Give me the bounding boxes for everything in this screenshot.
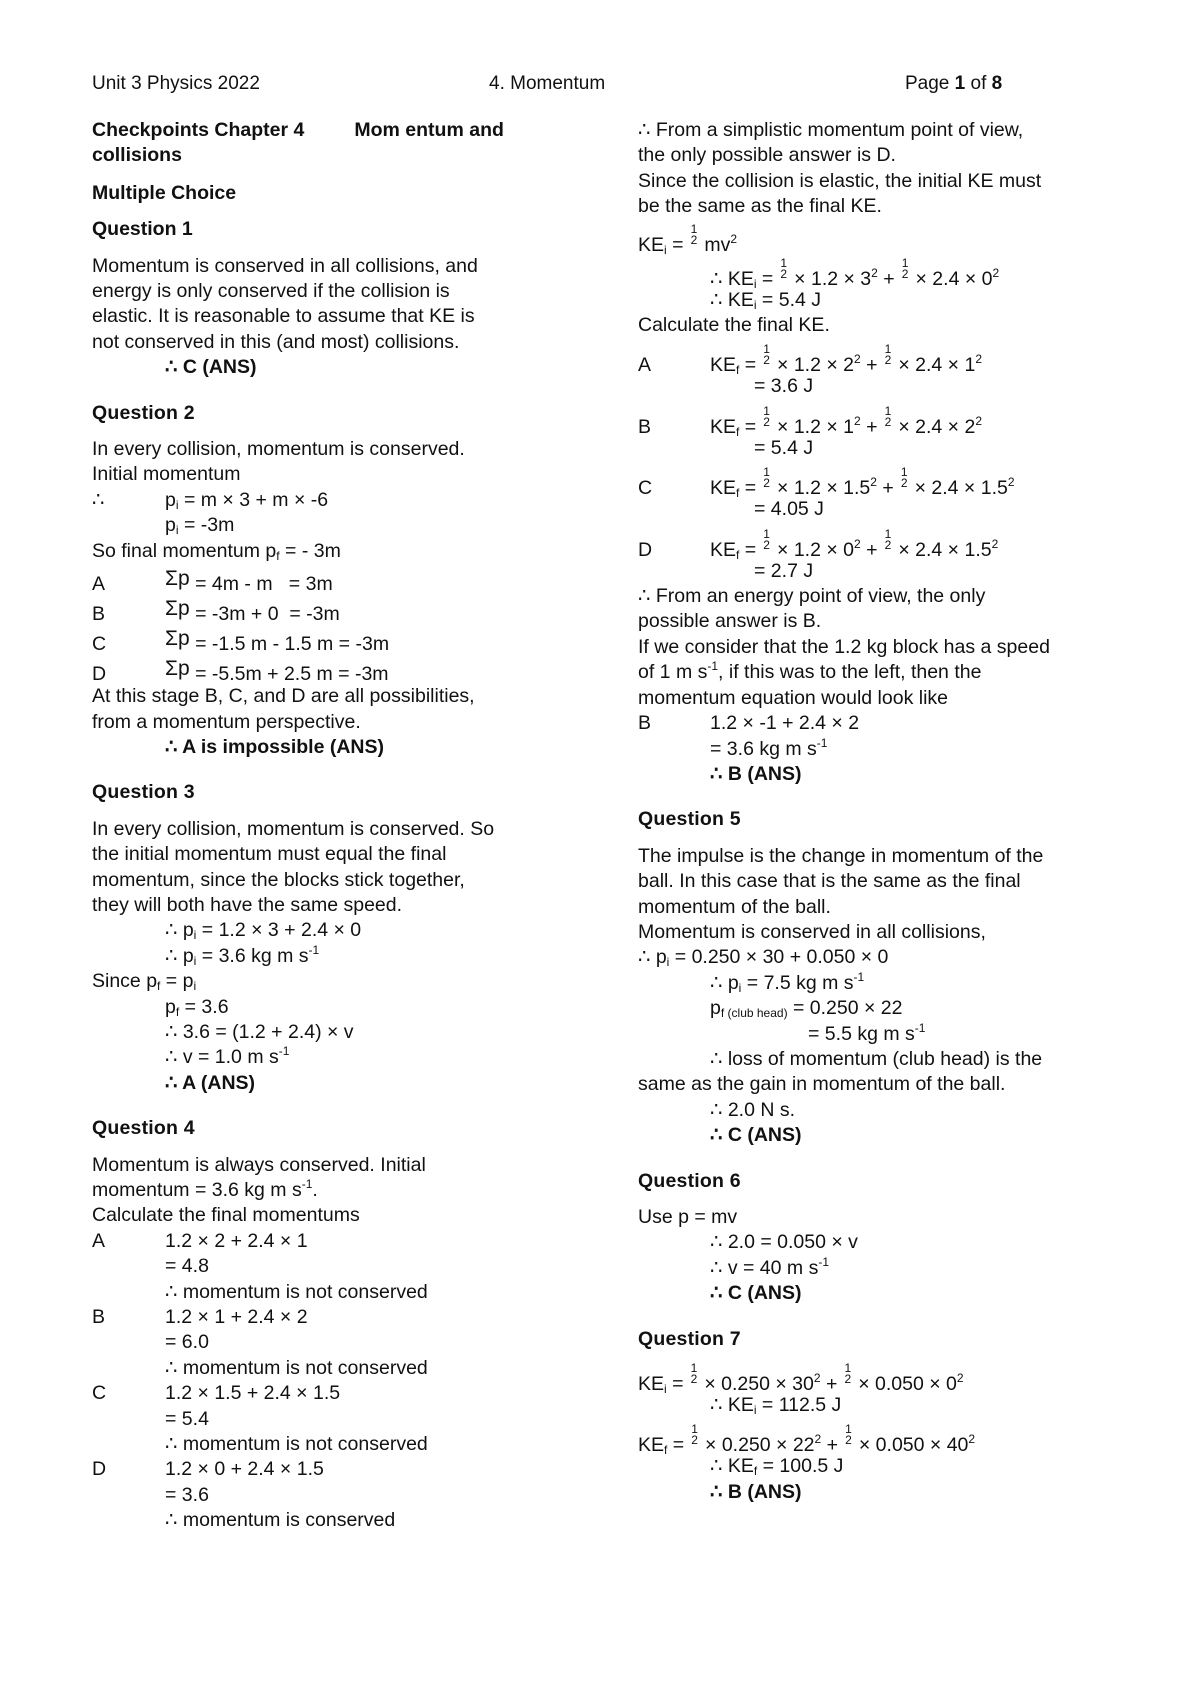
q5-text: momentum of the ball. <box>638 895 831 918</box>
q4-option-d: D 1.2 × 0 + 2.4 × 1.5 <box>92 1458 324 1481</box>
page-prefix: Page <box>905 73 955 94</box>
q2-initial-momentum: ∴ $p_i = m \times 3 + m \times -6$ <box>92 488 329 512</box>
q2-text: from a momentum perspective. <box>92 710 361 733</box>
q2-text: At this stage B, C, and D are all possibilities, <box>92 685 475 708</box>
ke-option-c: C $KE_f$ = 1 2 × $1.2 \times 1.5^2$ + 1 2 × $2.4 \times 1.5^2$ <box>638 465 1015 501</box>
q4-text: Momentum is always conserved. Initial <box>92 1153 426 1176</box>
ke-option-b: B $KE_f$ = 1 2 × $1.2 \times 1^2$ + 1 2 × $2.4 \times 2^2$ <box>638 403 983 439</box>
q4-cont-text: possible answer is B. <box>638 610 822 633</box>
left-column <box>92 118 562 1534</box>
q3-since: Since $p_f = p_i$ <box>92 970 197 994</box>
q3-calc: ∴ $p_i = 3.6$ kg m $s^{-1}$ <box>165 942 320 968</box>
ke-initial-result: ∴ $KE_i = 5.4$ J <box>710 288 822 312</box>
q7-ke-initial-result: ∴ $KE_i = 112.5$ J <box>710 1394 842 1418</box>
ke-initial-calc: ∴ $KE_i$ = 1 2 × $1.2 \times 3^2$ + 1 2 × $2.4 \times 0^2$ <box>710 255 1000 291</box>
q3-calc: ∴ 3.6 = (1.2 + 2.4) × v <box>165 1020 354 1043</box>
q4-cont-text: momentum equation would look like <box>638 686 949 709</box>
q4-cont-text: of 1 m $s^{-1}$, if this was to the left, then the <box>638 659 982 684</box>
q1-heading: Question 1 <box>92 218 193 241</box>
q5-calc: = 5.5 kg m $s^{-1}$ <box>808 1020 926 1045</box>
doc-title: Checkpoints Chapter 4 Mom entum and <box>92 119 504 141</box>
ke-option-d: D $KE_f$ = 1 2 × $1.2 \times 0^2$ + 1 2 × $2.4 \times 1.5^2$ <box>638 526 999 562</box>
q4-answer: ∴ B (ANS) <box>710 762 802 785</box>
q5-calc: ∴ loss of momentum (club head) is the <box>710 1047 1043 1070</box>
q2-option-d: D Σp = -5.5m + 2.5 m = -3m <box>92 657 389 686</box>
header-page-number <box>905 73 1002 95</box>
q4-momentum-b: B 1.2 × -1 + 2.4 × 2 <box>638 712 860 735</box>
ke-option-b-result: = 5.4 J <box>754 436 814 459</box>
q4-cont-text: Since the collision is elastic, the initial KE must <box>638 169 1042 192</box>
q4-cont-text: ∴ From a simplistic momentum point of view, <box>638 119 1024 141</box>
page-of: of <box>965 73 992 94</box>
q3-answer: ∴ A (ANS) <box>165 1071 256 1094</box>
q4-cont-text: be the same as the final KE. <box>638 195 882 218</box>
ke-option-d-result: = 2.7 J <box>754 559 814 582</box>
q1-text: elastic. It is reasonable to assume that KE is <box>92 305 475 328</box>
q2-answer: ∴ A is impossible (ANS) <box>165 735 384 758</box>
q2-final-momentum: So final momentum $p_f$ = - 3m <box>92 539 341 563</box>
q5-text: ball. In this case that is the same as the final <box>638 870 1021 893</box>
fraction-half: 1 2 <box>690 221 698 247</box>
q2-option-b: B Σp = -3m + 0 = -3m <box>92 597 340 626</box>
q3-text: the initial momentum must equal the final <box>92 843 447 866</box>
q1-text: Momentum is conserved in all collisions, and <box>92 254 478 277</box>
q5-calc: ∴ 2.0 N s. <box>710 1098 796 1121</box>
page-current: 1 <box>954 73 966 94</box>
q1-text: energy is only conserved if the collision is <box>92 280 450 303</box>
q4-option-b: B 1.2 × 1 + 2.4 × 2 <box>92 1306 308 1329</box>
section-heading: Multiple Choice <box>92 181 237 204</box>
q5-calc: ∴ $p_i = 0.250 \times 30 + 0.050 \times 0$ <box>638 946 889 970</box>
q4-option-a-note: ∴ momentum is not conserved <box>165 1280 428 1303</box>
q3-text: In every collision, momentum is conserved. So <box>92 817 495 840</box>
q1-text: not conserved in this (and most) collisions. <box>92 330 460 353</box>
q6-answer: ∴ C (ANS) <box>710 1282 802 1305</box>
q4-option-d-result: = 3.6 <box>165 1483 209 1506</box>
q2-initial-momentum-result: $p_i = -3m$ <box>165 514 235 538</box>
q3-calc: ∴ v = 1.0 m $s^{-1}$ <box>165 1044 290 1069</box>
q4-option-c-result: = 5.4 <box>165 1407 209 1430</box>
q3-text: they will both have the same speed. <box>92 893 403 916</box>
q3-calc: $p_f = 3.6$ <box>165 995 229 1019</box>
q4-cont-text: If we consider that the 1.2 kg block has a speed <box>638 635 1050 658</box>
q4-option-b-result: = 6.0 <box>165 1331 209 1354</box>
q7-ke-final: $KE_f$ = 1 2 × $0.250 \times 22^2$ + 1 2 × $0.050 \times 40^2$ <box>638 1422 976 1458</box>
q3-text: momentum, since the blocks stick together, <box>92 868 465 891</box>
q5-calc: $p_{f (club head)} = 0.250 \times 22$ <box>710 997 903 1021</box>
q1-answer: ∴ C (ANS) <box>165 356 257 379</box>
q2-text: Initial momentum <box>92 463 241 486</box>
q7-ke-initial: $KE_i$ = 1 2 × $0.250 \times 30^2$ + 1 2 × $0.050 \times 0^2$ <box>638 1361 964 1397</box>
header-topic: 4. Momentum <box>489 73 606 94</box>
q4-cont-text: ∴ From an energy point of view, the only <box>638 585 986 608</box>
q4-text: momentum = 3.6 kg m $s^{-1}$. <box>92 1177 318 1201</box>
q6-heading: Question 6 <box>638 1169 741 1192</box>
q5-text: The impulse is the change in momentum of the <box>638 844 1044 867</box>
q4-option-c-note: ∴ momentum is not conserved <box>165 1433 428 1456</box>
q2-heading: Question 2 <box>92 401 195 424</box>
q4-cont-text: the only possible answer is D. <box>638 144 896 167</box>
q5-calc: same as the gain in momentum of the ball. <box>638 1073 1006 1096</box>
q5-heading: Question 5 <box>638 808 741 831</box>
ke-formula: $KE_i$ = 1 2 $mv^2$ <box>638 221 738 257</box>
q2-option-c: C Σp = -1.5 m - 1.5 m = -3m <box>92 627 390 656</box>
q4-text: Calculate the final momentums <box>92 1204 360 1227</box>
q2-text: In every collision, momentum is conserved. <box>92 438 465 461</box>
q4-option-a-result: = 4.8 <box>165 1255 209 1278</box>
q3-heading: Question 3 <box>92 781 195 804</box>
q5-text: Momentum is conserved in all collisions, <box>638 920 986 943</box>
q4-momentum-b-result: = 3.6 kg m $s^{-1}$ <box>710 735 828 760</box>
q7-ke-final-result: ∴ $KE_f = 100.5$ J <box>710 1455 844 1479</box>
q2-option-a: A Σp = 4m - m = 3m <box>92 567 333 596</box>
q6-calc: ∴ v = 40 m $s^{-1}$ <box>710 1254 829 1279</box>
page-total: 8 <box>991 73 1003 94</box>
q3-calc: ∴ $p_i = 1.2 \times 3 + 2.4 \times 0$ <box>165 919 362 943</box>
q4-heading: Question 4 <box>92 1117 195 1140</box>
q4-cont-text: Calculate the final KE. <box>638 314 830 337</box>
q5-answer: ∴ C (ANS) <box>710 1124 802 1147</box>
q7-answer: ∴ B (ANS) <box>710 1480 802 1503</box>
q5-calc: ∴ $p_i = 7.5$ kg m $s^{-1}$ <box>710 969 865 995</box>
q7-heading: Question 7 <box>638 1327 741 1350</box>
q4-option-c: C 1.2 × 1.5 + 2.4 × 1.5 <box>92 1382 341 1405</box>
q4-option-b-note: ∴ momentum is not conserved <box>165 1356 428 1379</box>
right-column <box>638 118 1123 1505</box>
q4-option-a: A 1.2 × 2 + 2.4 × 1 <box>92 1229 308 1252</box>
doc-title-cont: collisions <box>92 144 182 167</box>
q6-text: Use p = mv <box>638 1206 738 1228</box>
ke-option-c-result: = 4.05 J <box>754 498 824 521</box>
q6-calc: ∴ 2.0 = 0.050 × v <box>710 1231 858 1254</box>
ke-option-a: A $KE_f$ = 1 2 × $1.2 \times 2^2$ + 1 2 × $2.4 \times 1^2$ <box>638 342 983 378</box>
q4-option-d-note: ∴ momentum is conserved <box>165 1509 396 1532</box>
ke-option-a-result: = 3.6 J <box>754 375 814 398</box>
header-course: Unit 3 Physics 2022 <box>92 73 260 94</box>
